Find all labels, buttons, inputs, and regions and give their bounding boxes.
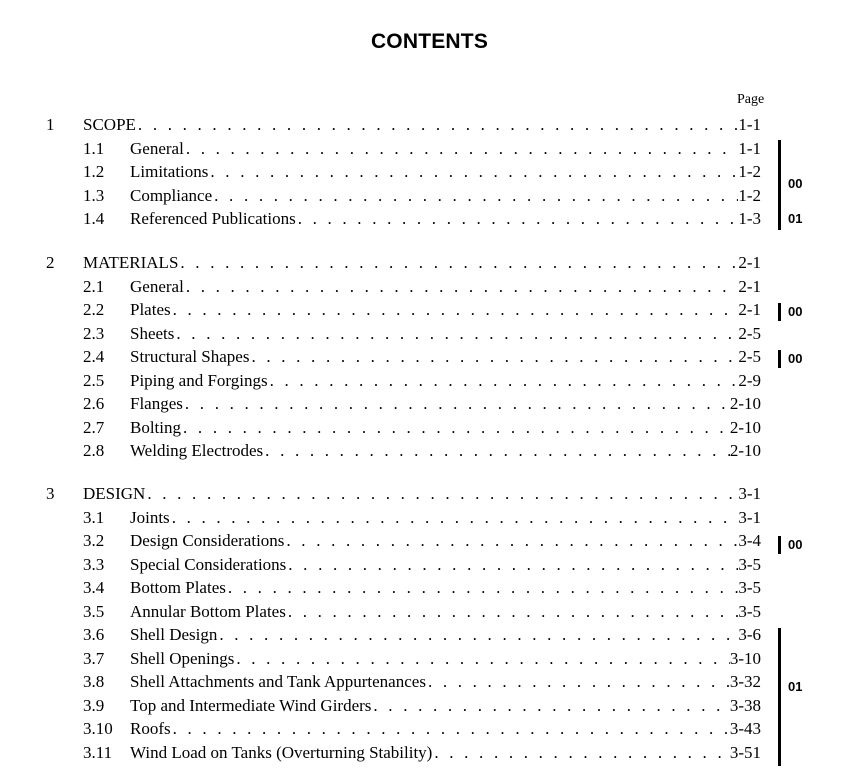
toc-number: 3.9 (83, 695, 105, 715)
toc-subsection-row[interactable] (0, 439, 859, 462)
toc-page-number: 2-9 (738, 370, 761, 390)
toc-entry (130, 439, 761, 462)
toc-page-number: 2-10 (729, 417, 761, 437)
toc-entry (83, 113, 761, 136)
dot-leader (145, 482, 738, 505)
toc-subsection-row[interactable] (0, 623, 859, 646)
dot-leader (212, 184, 738, 207)
dot-leader (178, 251, 738, 274)
toc-page-number: 1-1 (738, 115, 761, 134)
toc-number: 3.7 (83, 648, 105, 668)
toc-subsection-row[interactable] (0, 298, 859, 321)
toc-entry (130, 647, 761, 670)
dot-leader (268, 369, 739, 392)
dot-leader (296, 207, 739, 230)
toc-page-number: 1-1 (738, 138, 761, 158)
toc-page-number: 1-2 (738, 185, 761, 205)
revision-code: 00 (788, 176, 803, 191)
toc-number: 3.2 (83, 531, 105, 550)
toc-number: 1.1 (83, 138, 105, 158)
toc-entry (130, 275, 761, 298)
dot-leader (263, 439, 730, 462)
toc-number: 2.3 (83, 323, 105, 343)
toc-number: 3.5 (83, 601, 105, 621)
toc-label: Special Considerations (130, 554, 287, 574)
toc-subsection-row[interactable] (0, 392, 859, 415)
toc-entry (130, 184, 761, 207)
toc-label: Sheets (130, 323, 175, 343)
toc-entry (130, 392, 761, 415)
dot-leader (208, 160, 738, 183)
toc-label: Top and Intermediate Wind Girders (130, 695, 372, 715)
dot-leader (217, 623, 738, 646)
toc-label: Shell Design (130, 625, 218, 644)
toc-page-number: 2-1 (738, 300, 761, 319)
revision-code: 00 (788, 537, 803, 552)
toc-page-number: 3-6 (738, 625, 761, 644)
toc-subsection-row[interactable] (0, 529, 859, 552)
toc-label: DESIGN (83, 484, 146, 503)
toc-subsection-row[interactable] (0, 670, 859, 693)
toc-subsection-row[interactable] (0, 160, 859, 183)
toc-entry (130, 298, 761, 321)
toc-entry (83, 251, 761, 274)
toc-label: SCOPE (83, 115, 136, 134)
toc-number: 2.1 (83, 276, 105, 296)
dot-leader (234, 647, 729, 670)
toc-number: 2 (46, 253, 55, 272)
toc-number: 2.2 (83, 300, 105, 319)
toc-entry (130, 506, 761, 529)
toc-page-number: 3-4 (738, 531, 761, 550)
toc-entry (130, 600, 761, 623)
toc-label: Roofs (130, 719, 171, 738)
toc-entry (130, 137, 761, 160)
page-title: CONTENTS (370, 30, 489, 53)
toc-subsection-row[interactable] (0, 600, 859, 623)
toc-subsection-row[interactable] (0, 694, 859, 717)
toc-label: MATERIALS (83, 253, 179, 272)
revision-bar (778, 628, 781, 766)
toc-entry (130, 322, 761, 345)
toc-page-number: 3-38 (729, 695, 761, 715)
toc-entry (130, 670, 761, 693)
toc-subsection-row[interactable] (0, 207, 859, 230)
dot-leader (371, 694, 729, 717)
toc-page-number: 3-10 (729, 648, 761, 668)
toc-subsection-row[interactable] (0, 184, 859, 207)
toc-number: 3.6 (83, 625, 105, 644)
toc-label: Bottom Plates (130, 578, 226, 597)
dot-leader (184, 137, 739, 160)
toc-entry (130, 160, 761, 183)
toc-number: 3.11 (83, 742, 113, 762)
dot-leader (284, 529, 738, 552)
toc-label: Shell Openings (130, 648, 235, 668)
toc-entry (130, 369, 761, 392)
dot-leader (249, 345, 738, 368)
revision-code: 00 (788, 351, 803, 366)
toc-subsection-row[interactable] (0, 416, 859, 439)
toc-entry (130, 416, 761, 439)
toc-number: 1 (46, 115, 55, 134)
page-column-header: Page (737, 92, 765, 107)
toc-number: 2.7 (83, 417, 105, 437)
toc-entry (130, 529, 761, 552)
revision-bar (778, 140, 781, 230)
toc-subsection-row[interactable] (0, 345, 859, 368)
dot-leader (181, 416, 730, 439)
toc-label: Limitations (130, 162, 209, 181)
toc-section-row[interactable] (0, 482, 859, 505)
toc-page-number: 3-51 (729, 742, 761, 762)
dot-leader (136, 113, 738, 136)
dot-leader (183, 392, 730, 415)
toc-number: 3.1 (83, 507, 105, 527)
toc-label: Piping and Forgings (130, 370, 268, 390)
toc-number: 3 (46, 484, 55, 503)
toc-page-number: 2-10 (729, 394, 761, 413)
toc-label: Annular Bottom Plates (130, 601, 286, 621)
dot-leader (171, 717, 730, 740)
toc-page-number: 2-1 (738, 253, 761, 272)
toc-section-row[interactable] (0, 113, 859, 136)
toc-label: Joints (130, 507, 170, 527)
toc-entry (130, 694, 761, 717)
toc-number: 1.4 (83, 209, 105, 228)
revision-code: 01 (788, 679, 803, 694)
dot-leader (170, 506, 739, 529)
toc-page-number: 3-1 (738, 507, 761, 527)
toc-number: 1.3 (83, 185, 105, 205)
toc-entry (130, 717, 761, 740)
dot-leader (226, 576, 738, 599)
revision-bar (778, 536, 781, 554)
toc-page-number: 3-5 (738, 601, 761, 621)
toc-page-number: 1-3 (738, 209, 761, 228)
revision-code: 01 (788, 211, 803, 226)
revision-bar (778, 303, 781, 321)
toc-page-number: 3-1 (738, 484, 761, 503)
revision-bar (778, 350, 781, 368)
dot-leader (426, 670, 730, 693)
toc-number: 2.5 (83, 370, 105, 390)
dot-leader (432, 741, 729, 764)
toc-entry (130, 207, 761, 230)
toc-label: Shell Attachments and Tank Appurtenances (130, 672, 426, 691)
toc-label: General (130, 138, 184, 158)
toc-page-number: 2-1 (738, 276, 761, 296)
toc-entry (130, 576, 761, 599)
toc-page-number: 2-5 (738, 323, 761, 343)
toc-number: 1.2 (83, 162, 105, 181)
toc-number: 2.8 (83, 441, 105, 460)
toc-subsection-row[interactable] (0, 506, 859, 529)
toc-entry (83, 482, 761, 505)
toc-label: Structural Shapes (130, 347, 250, 366)
toc-page-number: 3-43 (729, 719, 761, 738)
toc-subsection-row[interactable] (0, 717, 859, 740)
toc-subsection-row[interactable] (0, 553, 859, 576)
toc-section-row[interactable] (0, 251, 859, 274)
toc-subsection-row[interactable] (0, 137, 859, 160)
dot-leader (184, 275, 739, 298)
toc-subsection-row[interactable] (0, 741, 859, 764)
toc-number: 3.8 (83, 672, 105, 691)
toc-subsection-row[interactable] (0, 647, 859, 670)
dot-leader (171, 298, 739, 321)
dot-leader (286, 553, 738, 576)
toc-entry (130, 345, 761, 368)
toc-entry (130, 741, 761, 764)
dot-leader (174, 322, 738, 345)
toc-number: 2.4 (83, 347, 105, 366)
toc-label: Design Considerations (130, 531, 285, 550)
toc-page-number: 3-32 (729, 672, 761, 691)
toc-subsection-row[interactable] (0, 275, 859, 298)
toc-label: General (130, 276, 184, 296)
toc-number: 3.4 (83, 578, 105, 597)
toc-page-number: 2-10 (729, 441, 761, 460)
revision-code: 00 (788, 304, 803, 319)
toc-number: 3.10 (83, 719, 113, 738)
toc-page-number: 2-5 (738, 347, 761, 366)
toc-page-number: 3-5 (738, 554, 761, 574)
toc-label: Compliance (130, 185, 213, 205)
toc-entry (130, 623, 761, 646)
toc-label: Wind Load on Tanks (Overturning Stability) (130, 742, 433, 762)
toc-number: 2.6 (83, 394, 105, 413)
toc-label: Bolting (130, 417, 182, 437)
toc-page-number: 3-5 (738, 578, 761, 597)
toc-number: 3.3 (83, 554, 105, 574)
toc-label: Flanges (130, 394, 183, 413)
toc-label: Welding Electrodes (130, 441, 264, 460)
toc-entry (130, 553, 761, 576)
toc-page-number: 1-2 (738, 162, 761, 181)
toc-subsection-row[interactable] (0, 322, 859, 345)
toc-subsection-row[interactable] (0, 576, 859, 599)
dot-leader (286, 600, 739, 623)
toc-label: Referenced Publications (130, 209, 296, 228)
toc-label: Plates (130, 300, 171, 319)
toc-subsection-row[interactable] (0, 369, 859, 392)
